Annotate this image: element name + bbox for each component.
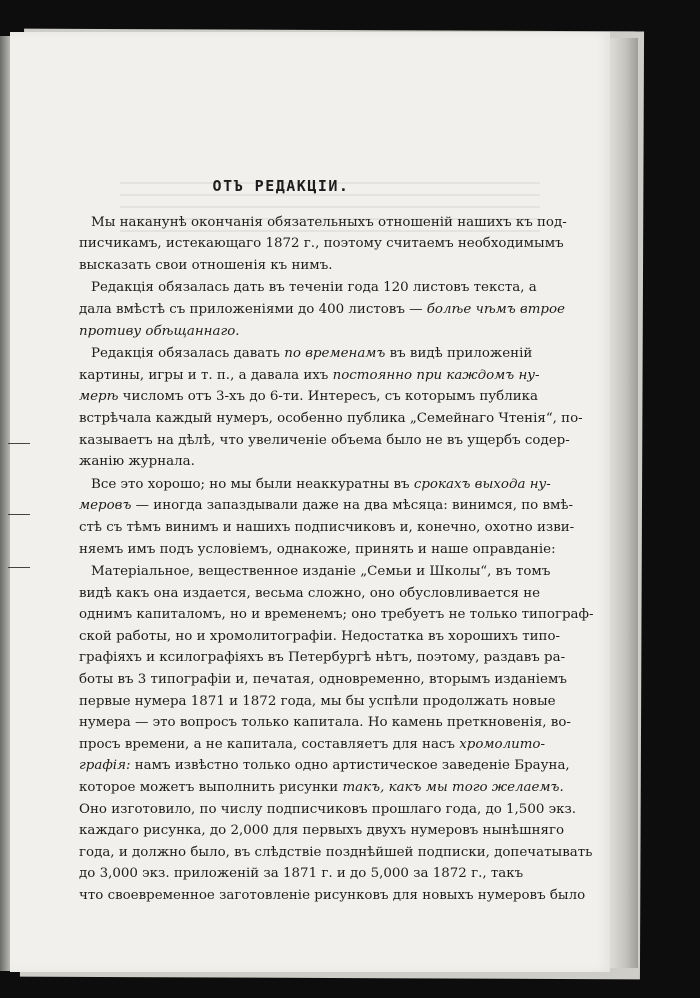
paragraphs (79, 212, 594, 907)
text-line (79, 365, 540, 387)
margin-mark (8, 514, 30, 515)
text-line (79, 321, 483, 343)
text-line (79, 712, 571, 734)
paragraph (79, 277, 565, 342)
text-run: въ видѣ приложеній (385, 346, 533, 362)
text-line (79, 233, 564, 255)
italic-run: срокахъ выхода ну- (413, 476, 551, 492)
text-line (79, 255, 483, 277)
text-run: числомъ отъ 3-хъ до 6-ти. Интересъ, съ которымъ публика (118, 389, 538, 405)
text-run: Матеріальное, вещественное изданіе „Семьи и Школы“, въ томъ (91, 564, 551, 580)
text-run: высказать свои отношенія къ нимъ. (79, 257, 333, 273)
text-line (79, 777, 564, 799)
text-line (79, 517, 575, 539)
text-line (79, 734, 546, 756)
text-run: Редакція обязалась давать (91, 346, 285, 362)
text-run: писчикамъ, истекающаго 1872 г., поэтому считаемъ необходимымъ (79, 236, 564, 252)
text-run: до 3,000 экз. приложеній за 1871 г. и до 5,000 за 1872 г., такъ (79, 866, 524, 882)
text-run: дала вмѣстѣ съ приложеніями до 400 листовъ — (79, 301, 427, 317)
text-run: видѣ какъ она издается, весьма сложно, оно обусловливается не (79, 585, 541, 601)
text-run: стѣ съ тѣмъ винимъ и нашихъ подписчиковъ и, конечно, охотно изви- (79, 519, 575, 535)
text-line (79, 799, 577, 821)
text-line (79, 474, 551, 496)
text-line (79, 451, 483, 473)
text-line (79, 277, 537, 299)
text-run: нумера — это вопросъ только капитала. Но камень преткновенія, во- (79, 715, 571, 731)
text-run: казываетъ на дѣлѣ, что увеличеніе объема было не въ ущербъ содер- (79, 432, 570, 448)
text-line (79, 343, 533, 365)
text-run: встрѣчала каждый нумеръ, особенно публика „Семейнаго Чтенія“, по- (79, 410, 583, 426)
text-run: года, и должно было, въ слѣдствіе позднѣйшей подписки, допечатывать (79, 844, 593, 860)
margin-mark (8, 443, 30, 444)
text-line (79, 299, 565, 321)
text-line (79, 626, 561, 648)
italic-run: такъ, какъ мы того желаемъ. (342, 780, 564, 796)
text-run: няемъ имъ подъ условіемъ, однакоже, принять и наше оправданіе: (79, 541, 556, 557)
paragraph (79, 212, 567, 277)
paragraph (79, 561, 594, 907)
text-run: Мы наканунѣ окончанія обязательныхъ отношеній нашихъ къ под- (91, 214, 567, 230)
italic-run: болѣе чѣмъ втрое (426, 301, 565, 317)
text-run: однимъ капиталомъ, но и временемъ; оно требуетъ не только типограф- (79, 607, 594, 623)
italic-run: хромолито- (459, 736, 546, 752)
text-line (79, 842, 593, 864)
text-run: что своевременное заготовленіе рисунковъ для новыхъ нумеровъ было (79, 888, 586, 903)
text-line (79, 495, 574, 517)
italic-run: графія: (79, 758, 131, 774)
text-run: первые нумера 1871 и 1872 года, мы бы успѣли продолжать новые (79, 693, 556, 709)
text-line (79, 863, 524, 885)
text-run: каждаго рисунка, до 2,000 для первыхъ двухъ нумеровъ нынѣшняго (79, 823, 565, 839)
italic-run: мерѣ (79, 389, 119, 405)
page-title: ОТЪ РЕДАКЦІИ. (212, 177, 350, 195)
text-run: ской работы, но и хромолитографіи. Недостатка въ хорошихъ типо- (79, 628, 561, 644)
text-run: просъ времени, а не капитала, составляетъ для насъ (79, 736, 460, 752)
text-line (79, 691, 556, 713)
text-line (79, 669, 567, 691)
paragraph (79, 474, 575, 560)
italic-run: противу обѣщаннаго. (79, 323, 240, 339)
text-line (79, 755, 570, 777)
text-run: которое можетъ выполнить рисунки (79, 780, 343, 796)
text-line (79, 212, 567, 234)
text-line (79, 386, 538, 408)
text-run: намъ извѣстно только одно артистическое заведеніе Брауна, (130, 758, 570, 774)
text-run: графіяхъ и ксилографіяхъ въ Петербургѣ нѣтъ, поэтому, раздавъ ра- (79, 650, 566, 666)
document-body (79, 176, 594, 908)
italic-run: по временамъ (284, 346, 386, 362)
text-run: Редакція обязалась дать въ теченіи года 120 листовъ текста, а (91, 280, 537, 296)
margin-mark (8, 567, 30, 568)
text-line (79, 408, 583, 430)
text-run: — иногда запаздывали даже на два мѣсяца: винимся, по вмѣ- (131, 498, 574, 514)
italic-run: постоянно при каждомъ ну- (332, 367, 540, 383)
text-line (79, 885, 586, 907)
text-line (79, 820, 565, 842)
text-run: боты въ 3 типографіи и, печатая, одновременно, вторымъ изданіемъ (79, 672, 567, 688)
text-run: картины, игры и т. п., а давала ихъ (79, 367, 333, 383)
text-run: Оно изготовило, по числу подписчиковъ прошлаго года, до 1,500 экз. (79, 801, 577, 817)
text-line (79, 583, 541, 605)
text-run: Все это хорошо; но мы были неаккуратны въ (91, 476, 414, 492)
text-line (79, 604, 594, 626)
text-run: жанію журнала. (79, 454, 195, 470)
paragraph (79, 343, 583, 473)
text-line (79, 539, 556, 561)
italic-run: меровъ (79, 498, 132, 514)
text-line (79, 430, 570, 452)
text-line (79, 647, 566, 669)
text-line (79, 561, 551, 583)
